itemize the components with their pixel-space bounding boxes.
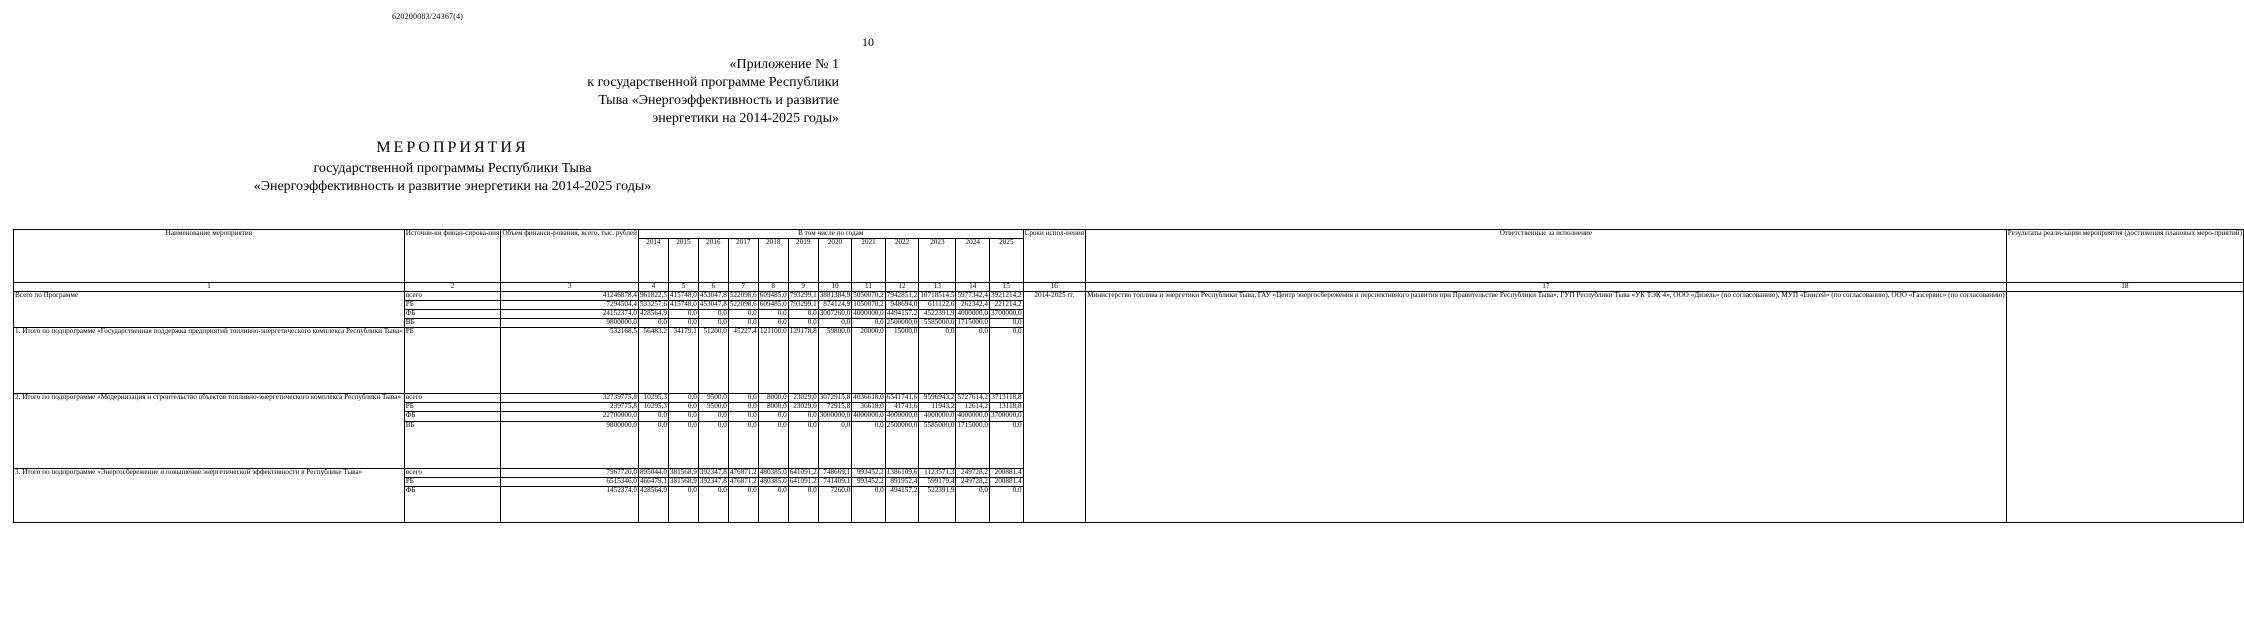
year-value: 993452,2 [852, 477, 886, 486]
year-value: 221214,2 [990, 300, 1024, 309]
funding-source: всего [404, 291, 501, 300]
year-value: 0,0 [990, 421, 1024, 468]
year-value: 895044,0 [639, 467, 667, 476]
year-value: 3700000,0 [991, 308, 1022, 317]
year-value: 20000,0 [852, 327, 886, 393]
year-value: 3007260,0 [819, 308, 851, 317]
year-value: 392347,8 [699, 467, 727, 476]
year-value: 0,0 [668, 421, 698, 468]
year-value: 0,0 [638, 421, 668, 468]
year-value: 522098,6 [729, 299, 757, 308]
year-value: 72915,8 [818, 402, 852, 411]
column-number: 2 [404, 283, 501, 292]
funding-total: 7967720,0 [501, 468, 639, 477]
year-value: 262342,4 [956, 300, 990, 309]
funding-source: ВБ [404, 421, 501, 468]
document-subtitle-line: «Энергоэффективность и развитие энергетики на 2014-2025 годы» [253, 179, 652, 194]
year-value: 0,0 [758, 411, 788, 421]
year-value: 249728,2 [956, 468, 990, 477]
year-value: 0,0 [758, 421, 788, 468]
document-id: 620200083/24367(4) [392, 12, 464, 21]
header-by-years: В том числе по годам [638, 230, 1023, 239]
year-value: 4000000,0 [853, 308, 884, 317]
year-value: 3881384,9 [819, 290, 851, 299]
year-value: 12614,2 [956, 402, 990, 411]
year-value: 10295,3 [638, 402, 668, 411]
year-value: 10718514,5 [920, 290, 955, 299]
measures-table [13, 229, 2244, 523]
year-value: 5727614,2 [957, 392, 988, 401]
year-value: 129178,8 [788, 327, 818, 393]
column-number: 11 [852, 283, 886, 292]
column-number: 6 [698, 283, 728, 292]
year-value: 0,0 [698, 486, 728, 522]
year-value: 381568,9 [669, 476, 697, 485]
appendix-line: к государственной программе Республики [587, 75, 839, 90]
year-value: 0,0 [852, 318, 886, 327]
funding-total: 1452374,0 [501, 486, 639, 522]
year-value: 9596943,2 [919, 393, 956, 402]
funding-total: 9800000,0 [501, 421, 639, 468]
year-value: 56483,2 [638, 327, 668, 393]
document-title: МЕРОПРИЯТИЯ [376, 139, 529, 156]
measure-name: 2. Итого по подпрограмме «Модернизация и строительство объектов топливно-энергетического комплекса Республики Тыва» [14, 393, 405, 468]
year-value: 1386109,6 [886, 467, 918, 476]
year-value: 948694,0 [885, 300, 919, 309]
column-number: 13 [919, 283, 956, 292]
year-value: 415748,0 [669, 299, 697, 308]
column-number: 8 [758, 283, 788, 292]
year-value: 609485,0 [759, 299, 787, 308]
year-value: 2500000,0 [885, 421, 919, 468]
funding-total: 24152374,0 [501, 309, 639, 318]
appendix-note [539, 56, 839, 128]
header-name: Наименование мероприятия [14, 230, 405, 283]
funding-total: 32739775,8 [501, 393, 639, 402]
header-source: Источни-ки финан-сирова-ния [404, 230, 501, 283]
results-cell [2006, 291, 2243, 522]
year-value: 480385,0 [759, 467, 787, 476]
year-value: 0,0 [818, 421, 852, 468]
year-value: 748669,1 [818, 468, 852, 477]
year-value: 0,0 [852, 486, 886, 522]
header-year: 2018 [758, 239, 788, 283]
year-value: 891952,4 [885, 477, 919, 486]
responsible-executors: Министерство топлива и энергетики Республики Тыва, ГАУ «Центр энергосбережения и перспективного развития при Правительстве Республики Тыва», ГУП Республики Тыва «УК ТЭК 4», ООО «Дизель» (по согласованию), МУП «Енисей» (по согласованию), ООО «Газсервис» (по согласованию) [1086, 291, 2007, 522]
header-year: 2021 [852, 239, 886, 283]
year-value: 641091,2 [789, 467, 817, 476]
year-value: 5585000,0 [919, 421, 956, 468]
year-value: 34179,1 [668, 327, 698, 393]
year-value: 453047,8 [699, 290, 727, 299]
funding-total: 239775,8 [501, 402, 639, 411]
year-value: 41741,6 [885, 402, 919, 411]
year-value: 4000000,0 [956, 411, 990, 421]
column-number: 3 [501, 283, 639, 292]
year-value: 522098,6 [729, 290, 757, 299]
year-value: 1050070,2 [853, 299, 884, 308]
year-value: 11943,2 [919, 402, 956, 411]
year-value: 611122,6 [919, 300, 956, 309]
year-value: 0,0 [638, 318, 668, 327]
measure-name: 1. Итого по подпрограмме «Государственная поддержка предприятий топливно-энергетического комплекса Республики Тыва» [14, 327, 405, 393]
year-value: 0,0 [956, 327, 990, 393]
measure-name: 3. Итого по подпрограмме «Энергосбережение и повышение энергетической эффективности в Республике Тыва» [14, 468, 405, 522]
year-value: 1123571,3 [919, 468, 956, 477]
header-terms: Сроки испол-нения [1023, 230, 1086, 283]
year-value: 9500,0 [698, 402, 728, 411]
year-value: 3000000,0 [818, 411, 852, 421]
year-value: 428564,9 [639, 308, 667, 317]
year-value: 494157,2 [885, 486, 919, 522]
year-value: 3700000,0 [990, 411, 1024, 421]
page-number: 10 [862, 35, 874, 49]
year-value: 15000,0 [885, 327, 919, 393]
year-value: 8000,0 [758, 402, 788, 411]
year-value: 4522391,9 [919, 309, 956, 318]
header-year: 2014 [638, 239, 668, 283]
year-value: 36618,0 [852, 402, 886, 411]
column-number: 9 [788, 283, 818, 292]
table-row [14, 291, 2244, 300]
year-value: 381568,9 [669, 467, 697, 476]
column-number: 1 [14, 283, 405, 292]
year-value: 59800,0 [818, 327, 852, 393]
year-value: 0,0 [728, 411, 758, 421]
funding-total: 6515346,0 [501, 477, 639, 486]
column-number: 4 [638, 283, 668, 292]
year-value: 10295,3 [638, 393, 668, 402]
year-value: 200881,4 [990, 468, 1024, 477]
funding-source: РБ [404, 327, 501, 393]
year-value: 599179,4 [919, 477, 956, 486]
funding-source: РБ [404, 477, 501, 486]
year-value: 7260,0 [818, 486, 852, 522]
appendix-line: Тыва «Энергоэффективность и развитие [598, 93, 839, 108]
year-value: 1715000,0 [956, 421, 990, 468]
year-value: 4494157,2 [886, 308, 918, 317]
funding-total: 9800000,0 [501, 318, 639, 327]
column-number: 18 [2006, 283, 2243, 292]
year-value: 428564,9 [638, 486, 668, 522]
column-number: 17 [1086, 283, 2007, 292]
year-value: 0,0 [990, 327, 1024, 393]
year-value: 0,0 [728, 393, 758, 402]
year-value: 641091,2 [789, 476, 817, 485]
year-value: 249728,2 [956, 477, 990, 486]
year-value: 1715000,0 [957, 317, 988, 326]
year-value: 0,0 [758, 318, 788, 327]
year-value: 2500000,0 [886, 317, 918, 326]
year-value: 0,0 [698, 309, 728, 318]
year-value: 45227,4 [728, 327, 758, 393]
year-value: 0,0 [638, 411, 668, 421]
year-value: 0,0 [668, 486, 698, 522]
year-value: 961822,5 [639, 290, 667, 299]
column-number: 16 [1023, 283, 1086, 292]
year-value: 0,0 [818, 318, 852, 327]
year-value: 874124,9 [818, 300, 852, 309]
year-value: 0,0 [728, 318, 758, 327]
year-value: 121100,0 [758, 327, 788, 393]
year-value: 23029,0 [788, 393, 818, 402]
year-value: 4000000,0 [852, 411, 886, 421]
year-value: 0,0 [758, 309, 788, 318]
year-value: 0,0 [728, 309, 758, 318]
funding-source: ФБ [404, 411, 501, 421]
year-value: 0,0 [852, 421, 886, 468]
header-year: 2024 [956, 239, 990, 283]
column-number: 15 [990, 283, 1024, 292]
year-value: 466479,1 [639, 476, 667, 485]
year-value: 6541741,6 [886, 392, 918, 401]
year-value: 13118,8 [990, 402, 1024, 411]
year-value: 5585000,0 [919, 318, 956, 327]
year-value: 51200,0 [698, 327, 728, 393]
appendix-line: энергетики на 2014-2025 годы» [652, 111, 839, 126]
column-number: 12 [885, 283, 919, 292]
year-value: 0,0 [728, 402, 758, 411]
year-value: 453047,8 [699, 299, 727, 308]
header-year: 2023 [919, 239, 956, 283]
year-value: 0,0 [668, 402, 698, 411]
year-value: 415748,0 [669, 290, 697, 299]
column-number: 5 [668, 283, 698, 292]
year-value: 0,0 [990, 318, 1024, 327]
year-value: 0,0 [728, 421, 758, 468]
year-value: 7942851,2 [886, 290, 918, 299]
year-value: 3072915,8 [819, 392, 851, 401]
funding-source: ФБ [404, 486, 501, 522]
year-value: 0,0 [668, 411, 698, 421]
year-value: 4036618,0 [853, 392, 884, 401]
funding-total: 7294504,4 [501, 300, 639, 309]
year-value: 8000,0 [758, 393, 788, 402]
year-value: 793299,1 [789, 299, 817, 308]
funding-source: всего [404, 468, 501, 477]
year-value: 0,0 [668, 318, 698, 327]
year-value: 793299,1 [789, 290, 817, 299]
header-year: 2025 [990, 239, 1024, 283]
year-value: 392347,8 [699, 476, 727, 485]
appendix-line: «Приложение № 1 [729, 57, 839, 72]
header-year: 2019 [788, 239, 818, 283]
year-value: 741409,1 [818, 477, 852, 486]
execution-terms: 2014-2025 гг. [1023, 291, 1086, 522]
year-value: 522391,9 [919, 486, 956, 522]
funding-source: ВБ [404, 318, 501, 327]
funding-source: РБ [404, 402, 501, 411]
year-value: 0,0 [668, 309, 698, 318]
header-year: 2015 [668, 239, 698, 283]
funding-total: 41246878,4 [501, 291, 639, 300]
year-value: 476871,2 [729, 476, 757, 485]
year-value: 5050070,2 [853, 290, 884, 299]
funding-total: 532168,5 [501, 327, 639, 393]
header-year: 2020 [818, 239, 852, 283]
column-number: 7 [728, 283, 758, 292]
year-value: 5977342,4 [957, 290, 988, 299]
year-value: 0,0 [728, 486, 758, 522]
measure-name: Всего по Программе [14, 291, 405, 327]
year-value: 0,0 [698, 318, 728, 327]
year-value: 200881,4 [990, 477, 1024, 486]
year-value: 0,0 [788, 486, 818, 522]
year-value: 4000000,0 [919, 411, 956, 421]
header-volume: Объем финанси-рования, всего, тыс. рублей [501, 230, 639, 283]
header-year: 2017 [728, 239, 758, 283]
year-value: 533257,6 [639, 299, 667, 308]
year-value: 0,0 [956, 486, 990, 522]
funding-source: ФБ [404, 309, 501, 318]
year-value: 0,0 [788, 421, 818, 468]
year-value: 0,0 [788, 318, 818, 327]
header-results: Результаты реали-зации мероприятия (достижения плановых меро-приятий) [2006, 230, 2243, 283]
year-value: 9500,0 [698, 393, 728, 402]
funding-source: РБ [404, 300, 501, 309]
header-responsible: Ответственные за исполнение [1086, 230, 2007, 283]
year-value: 0,0 [698, 421, 728, 468]
year-value: 0,0 [919, 327, 956, 393]
header-year: 2022 [885, 239, 919, 283]
year-value: 0,0 [698, 411, 728, 421]
funding-total: 22700000,0 [501, 411, 639, 421]
year-value: 3713118,8 [991, 392, 1022, 401]
column-number: 10 [818, 283, 852, 292]
year-value: 609485,0 [759, 290, 787, 299]
year-value: 0,0 [990, 486, 1024, 522]
header-year: 2016 [698, 239, 728, 283]
year-value: 0,0 [788, 411, 818, 421]
year-value: 476871,2 [729, 467, 757, 476]
year-value: 993452,2 [852, 468, 886, 477]
column-number: 14 [956, 283, 990, 292]
funding-source: всего [404, 393, 501, 402]
year-value: 0,0 [788, 309, 818, 318]
year-value: 3921214,2 [991, 290, 1022, 299]
year-value: 23029,0 [788, 402, 818, 411]
year-value: 4000000,0 [957, 308, 988, 317]
document-subtitle-line: государственной программы Республики Тыва [313, 161, 592, 176]
year-value: 0,0 [668, 393, 698, 402]
year-value: 480385,0 [759, 476, 787, 485]
year-value: 4000000,0 [885, 411, 919, 421]
year-value: 0,0 [758, 486, 788, 522]
